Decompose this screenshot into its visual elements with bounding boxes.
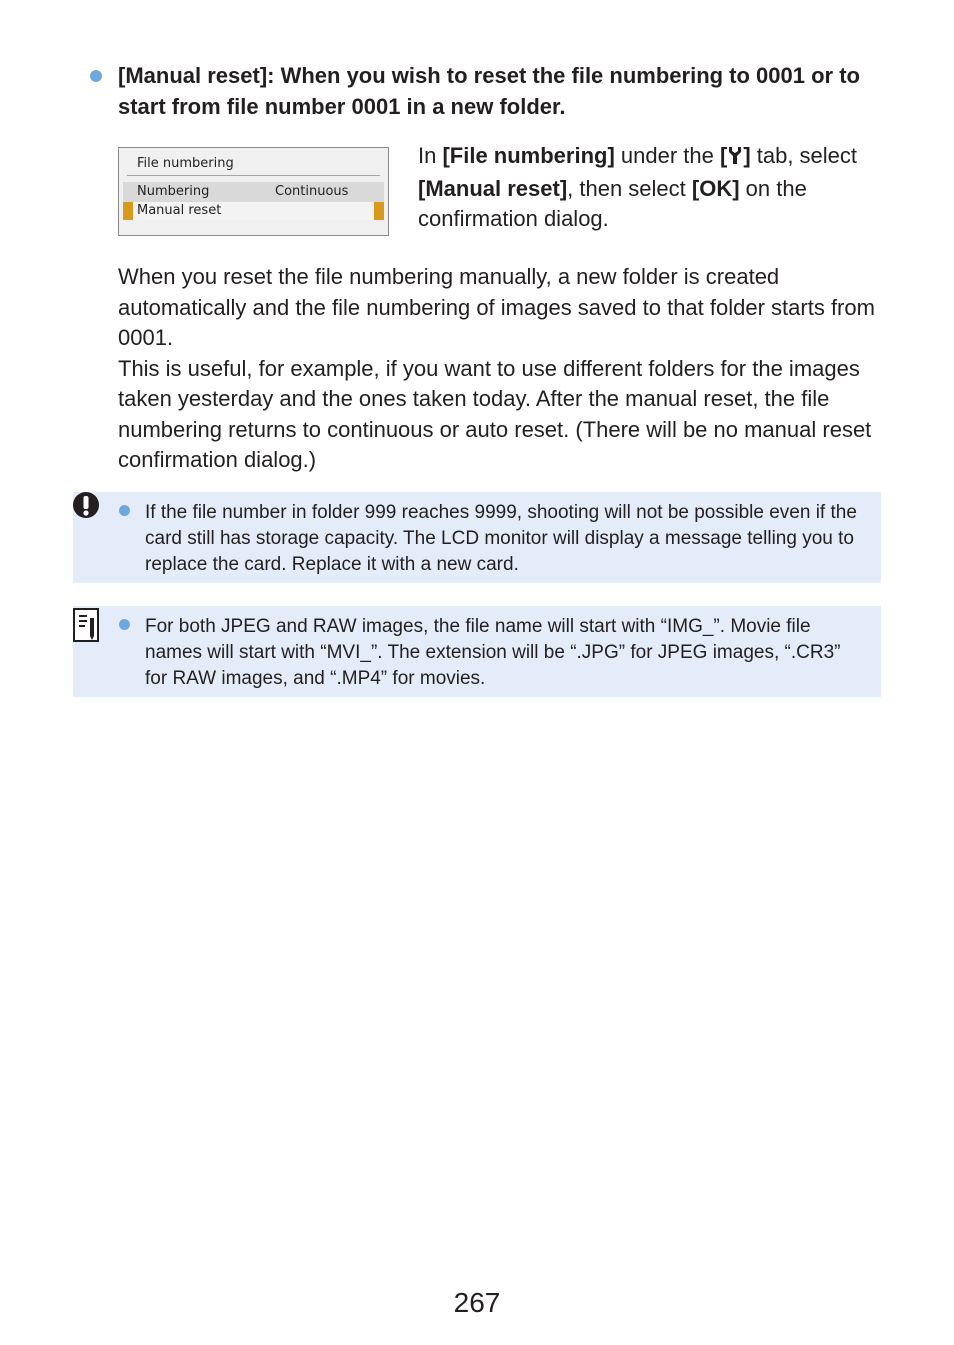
note-bullet-icon <box>119 505 130 516</box>
memo-note <box>73 606 881 697</box>
section-heading: [Manual reset]: When you wish to reset the file numbering to 0001 or to start from file number 0001 in a new folder. <box>118 63 860 119</box>
menu-row-numbering <box>123 182 384 202</box>
menu-row-value: Continuous <box>275 184 349 199</box>
body-text <box>118 262 888 476</box>
wrench-icon <box>727 143 743 174</box>
menu-row-manual-reset <box>123 202 384 220</box>
page-number: 267 <box>453 1287 501 1318</box>
caution-note <box>73 492 881 583</box>
menu-screenshot <box>118 147 389 236</box>
menu-title: File numbering <box>137 156 234 171</box>
memo-icon <box>73 608 99 647</box>
memo-text: For both JPEG and RAW images, the file name will start with “IMG_”. Movie file names will start with “MVI_”. The extension will be “.JPG” for JPEG images, “.CR3” for RAW images, and “.MP4” for movies. <box>145 616 841 689</box>
menu-row-label: Manual reset <box>137 203 222 218</box>
note-bullet-icon <box>119 619 130 630</box>
instruction-text: In [File numbering] under the [ ] tab, select [Manual reset], then select [OK] on the confirmation dialog. <box>418 143 858 231</box>
menu-divider <box>127 175 380 176</box>
caution-icon <box>71 492 101 525</box>
menu-row-label: Numbering <box>137 184 210 199</box>
paragraph: This is useful, for example, if you want to use different folders for the images taken yesterday and the ones taken today. After the manual reset, the file numbering returns to continuous or auto reset. (There will be no manual reset confirmation dialog.) <box>118 355 872 472</box>
paragraph: When you reset the file numbering manually, a new folder is created automatically and the file numbering of images saved to that folder starts from 0001. <box>118 264 875 350</box>
caution-text: If the file number in folder 999 reaches 9999, shooting will not be possible even if the card still has storage capacity. The LCD monitor will display a message telling you to replace the card. Replace it with a new card. <box>145 502 857 575</box>
heading-bullet-icon <box>90 70 102 82</box>
